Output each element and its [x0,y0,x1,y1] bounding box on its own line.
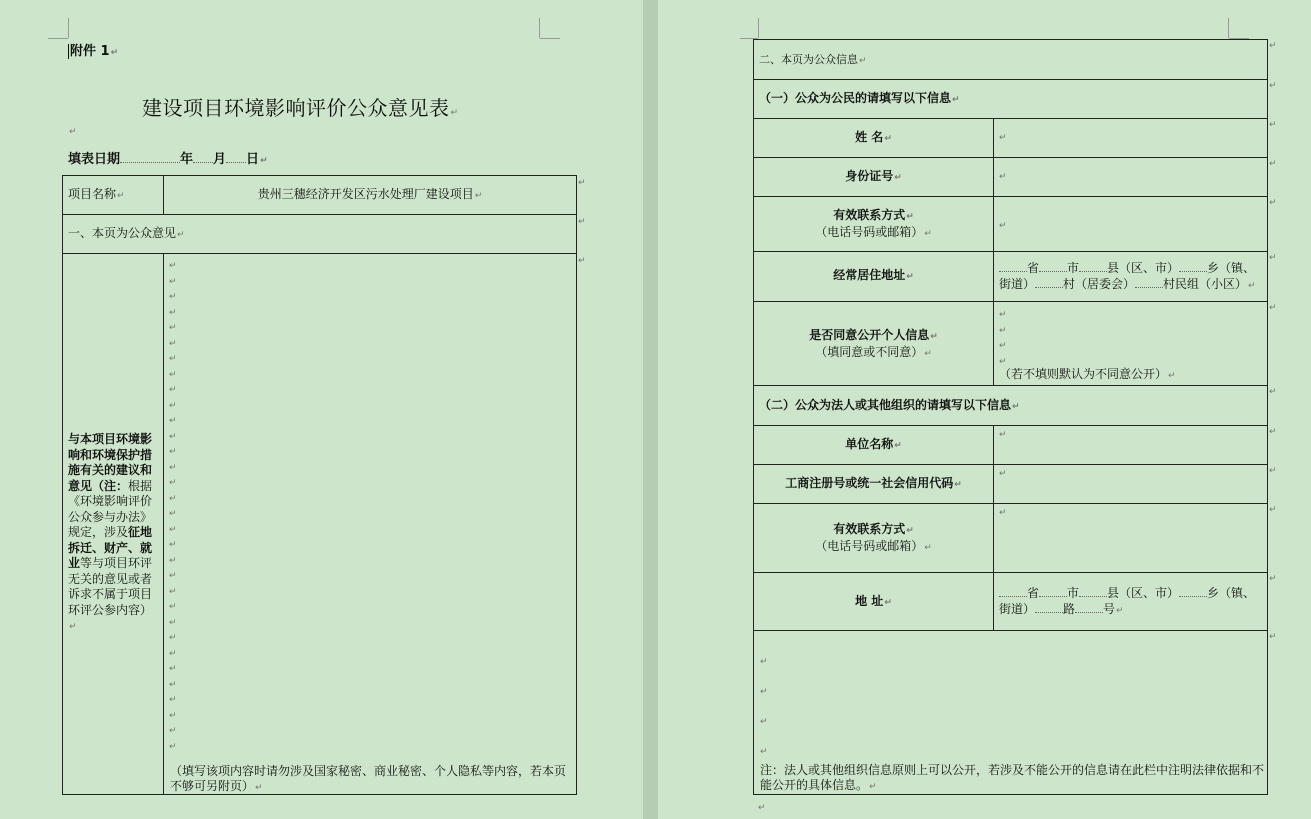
row-end-mark: ↵ [578,178,586,188]
row-end-mark: ↵ [1269,387,1277,397]
row-end-mark: ↵ [1269,632,1277,642]
org-contact-input[interactable]: ↵ [999,508,1007,518]
contact-label: 有效联系方式↵ （电话号码或邮箱）↵ [815,208,932,239]
empty-line-marks: ↵ ↵ ↵ ↵ [760,657,768,757]
org-address-input[interactable]: 省 市 县（区、市） 乡（镇、 街道） 路 号↵ [999,586,1256,616]
opinion-footnote: （填写该项内容时请勿涉及国家秘密、商业秘密、个人隐私等内容，若本页不够可另附页）↵ [170,764,567,793]
row-end-mark: ↵ [578,256,586,266]
section-two-title: 二、本页为公众信息↵ [759,53,867,66]
table-border [62,214,577,215]
fill-date: 填表日期 年 月 日↵ [68,152,268,167]
name-label: 姓 名↵ [855,130,892,144]
crop-mark [539,18,540,38]
row-end-mark: ↵ [1269,303,1277,313]
table-border [753,79,1268,80]
document-page-right[interactable] [658,0,1311,819]
section-one-title: 一、本页为公众意见↵ [68,226,185,240]
org-registration-input[interactable]: ↵ [999,469,1007,479]
contact-input[interactable]: ↵ [999,221,1007,231]
row-end-mark: ↵ [1269,159,1277,169]
table-border [62,175,577,176]
org-address-label: 地 址↵ [855,594,892,608]
id-number-label: 身份证号↵ [845,169,902,183]
crop-mark [68,18,69,38]
row-end-mark: ↵ [1269,41,1277,51]
table-border [1267,39,1268,795]
name-input[interactable]: ↵ [999,133,1007,143]
table-border [576,175,577,795]
crop-mark [540,38,560,39]
attachment-label: 附件 1↵ [70,44,119,59]
table-border [753,39,1268,40]
crop-mark [758,18,759,38]
row-end-mark: ↵ [1269,574,1277,584]
empty-line-marks: ↵ ↵ ↵ ↵ ↵ ↵ ↵ ↵ ↵ ↵ ↵ ↵ ↵ ↵ ↵ ↵ ↵ ↵ ↵ ↵ ↵ ↵ ↵ ↵ ↵ ↵ ↵ ↵ ↵ ↵ ↵ ↵ [169,261,177,752]
table-border [753,251,1268,252]
crop-mark [1228,18,1229,38]
project-name-label: 项目名称↵ [68,187,125,201]
document-page-left[interactable] [0,0,643,819]
row-end-mark: ↵ [1269,198,1277,208]
project-name-value[interactable]: 贵州三穗经济开发区污水处理厂建设项目↵ [257,187,483,201]
opinion-label: 与本项目环境影响和环境保护措施有关的建议和意见（注：根据《环境影响评价公众参与办法》规定，涉及征地拆迁、财产、就业等与项目环评无关的意见或者诉求不属于项目环评公参内容）↵ [68,432,153,632]
paragraph-mark: ↵ [758,803,766,813]
id-number-input[interactable]: ↵ [999,172,1007,182]
residence-address-input[interactable]: 省 市 县（区、市） 乡（镇、 街道） 村（居委会） 村民组（小区）↵ [999,261,1256,291]
row-end-mark: ↵ [1269,466,1277,476]
row-end-mark: ↵ [578,217,586,227]
paragraph-mark: ↵ [69,127,77,137]
table-border [62,175,63,795]
legal-note-text: 注：法人或其他组织信息原则上可以公开，若涉及不能公开的信息请在此栏中注明法律依据和不能公开的具体信息。↵ [760,763,1265,792]
org-section-header: （二）公众为法人或其他组织的请填写以下信息↵ [759,398,1020,412]
row-end-mark: ↵ [1269,253,1277,263]
empty-line-marks: ↵ ↵ ↵ ↵ [999,310,1007,367]
row-end-mark: ↵ [1269,81,1277,91]
opinion-input-area[interactable] [164,254,576,794]
table-border [753,572,1268,573]
org-registration-label: 工商注册号或统一社会信用代码↵ [785,476,962,490]
consent-default-note: （若不填则默认为不同意公开）↵ [999,367,1176,381]
consent-input[interactable] [994,302,1267,385]
row-end-mark: ↵ [1269,120,1277,130]
consent-label: 是否同意公开个人信息↵ （填同意或不同意）↵ [809,328,938,359]
page-title: 建设项目环境影响评价公众意见表↵ [142,96,459,120]
row-end-mark: ↵ [1269,505,1277,515]
legal-note-area[interactable] [754,631,1267,794]
crop-mark [48,38,68,39]
residence-label: 经常居住地址↵ [833,268,914,282]
org-name-input[interactable]: ↵ [999,430,1007,440]
org-contact-label: 有效联系方式↵ （电话号码或邮箱）↵ [815,522,932,553]
citizen-section-header: （一）公众为公民的请填写以下信息↵ [759,91,960,105]
row-end-mark: ↵ [1269,427,1277,437]
org-name-label: 单位名称↵ [845,437,902,451]
table-border [753,385,1268,386]
